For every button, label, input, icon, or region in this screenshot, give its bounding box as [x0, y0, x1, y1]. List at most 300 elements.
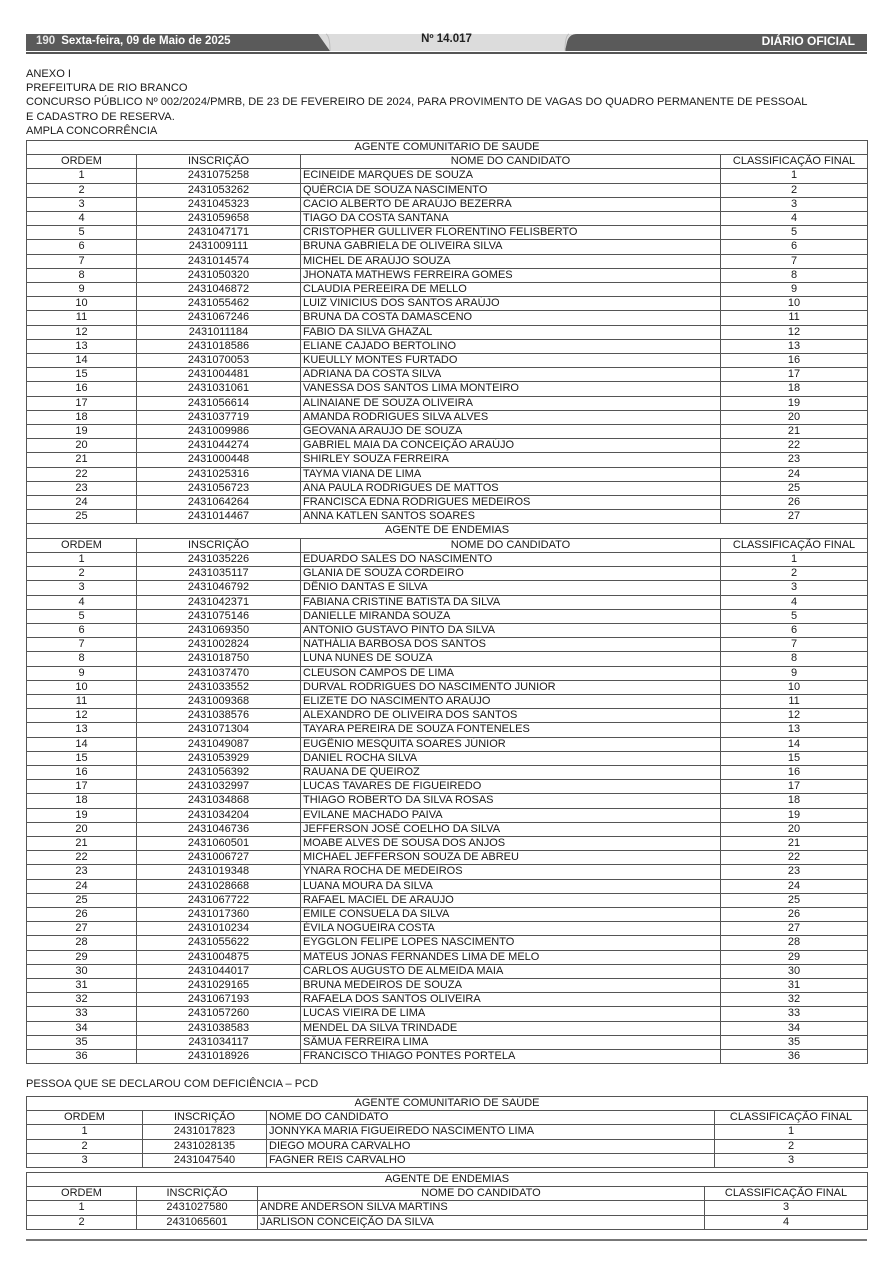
cell-inscricao: 2431065601 [137, 1215, 258, 1229]
table-row [27, 467, 868, 481]
table-row [27, 1007, 868, 1021]
cell-nome: LUANA MOURA DA SILVA [301, 879, 721, 893]
table-row [27, 865, 868, 879]
cell-ordem: 33 [27, 1007, 137, 1021]
cell-nome: DIEGO MOURA CARVALHO [267, 1139, 715, 1153]
header-ordem: ORDEM [27, 1111, 143, 1125]
date-text: Sexta-feira, 09 de Maio de 2025 [61, 35, 231, 47]
cell-ordem: 13 [27, 723, 137, 737]
cell-inscricao: 2431028668 [137, 879, 301, 893]
cell-ordem: 22 [27, 851, 137, 865]
column-header-row [27, 1111, 868, 1125]
cell-ordem: 17 [27, 780, 137, 794]
cell-classificacao: 25 [721, 893, 868, 907]
cell-inscricao: 2431009986 [137, 425, 301, 439]
cell-inscricao: 2431050320 [137, 268, 301, 282]
cell-classificacao: 5 [721, 226, 868, 240]
cell-inscricao: 2431070053 [137, 354, 301, 368]
cell-ordem: 26 [27, 907, 137, 921]
cell-inscricao: 2431034204 [137, 808, 301, 822]
cell-classificacao: 3 [705, 1201, 868, 1215]
cell-classificacao: 23 [721, 453, 868, 467]
cell-inscricao: 2431057260 [137, 1007, 301, 1021]
table-row [27, 197, 868, 211]
cell-classificacao: 30 [721, 964, 868, 978]
table-row [27, 936, 868, 950]
cell-nome: MENDEL DA SILVA TRINDADE [301, 1021, 721, 1035]
cell-classificacao: 4 [721, 212, 868, 226]
cell-classificacao: 31 [721, 978, 868, 992]
table-row [27, 453, 868, 467]
table-row [27, 510, 868, 524]
cell-classificacao: 9 [721, 283, 868, 297]
table-row [27, 226, 868, 240]
cell-ordem: 30 [27, 964, 137, 978]
cell-nome: TIAGO DA COSTA SANTANA [301, 212, 721, 226]
table-row [27, 396, 868, 410]
cell-ordem: 6 [27, 623, 137, 637]
cell-nome: ANDRE ANDERSON SILVA MARTINS [258, 1201, 705, 1215]
table-row [27, 311, 868, 325]
cell-nome: FRANCISCA EDNA RODRIGUES MEDEIROS [301, 496, 721, 510]
table-row [27, 609, 868, 623]
table-row [27, 410, 868, 424]
cell-nome: CRISTOPHER GULLIVER FLORENTINO FELISBERTO [301, 226, 721, 240]
cell-nome: JONNYKA MARIA FIGUEIREDO NASCIMENTO LIMA [267, 1125, 715, 1139]
table-row [27, 836, 868, 850]
table-row [27, 496, 868, 510]
cell-inscricao: 2431056392 [137, 765, 301, 779]
table-row [27, 268, 868, 282]
cell-inscricao: 2431028135 [143, 1139, 267, 1153]
cell-classificacao: 1 [715, 1125, 868, 1139]
cell-nome: KUEULLY MONTES FURTADO [301, 354, 721, 368]
cell-nome: EVILANE MACHADO PAIVA [301, 808, 721, 822]
cell-nome: ALINAIANE DE SOUZA OLIVEIRA [301, 396, 721, 410]
table-row [27, 183, 868, 197]
cell-inscricao: 2431045323 [137, 197, 301, 211]
pcd-endemias-table [26, 1172, 868, 1230]
table-row [27, 737, 868, 751]
cell-nome: ELIZETE DO NASCIMENTO ARAÚJO [301, 694, 721, 708]
table-row [27, 1201, 868, 1215]
cell-classificacao: 13 [721, 339, 868, 353]
header-rule [26, 52, 867, 54]
cell-nome: ADRIANA DA COSTA SILVA [301, 368, 721, 382]
table-row [27, 652, 868, 666]
table-row [27, 638, 868, 652]
table-row [27, 964, 868, 978]
cell-ordem: 18 [27, 794, 137, 808]
cell-nome: GABRIEL MAIA DA CONCEIÇÃO ARAÚJO [301, 439, 721, 453]
cell-inscricao: 2431002824 [137, 638, 301, 652]
cell-nome: RAFAELA DOS SANTOS OLIVEIRA [301, 993, 721, 1007]
table-row [27, 439, 868, 453]
table-row [27, 425, 868, 439]
cell-nome: JEFFERSON JOSÉ COELHO DA SILVA [301, 822, 721, 836]
cell-ordem: 24 [27, 879, 137, 893]
table-row [27, 212, 868, 226]
header-classificacao: CLASSIFICAÇÃO FINAL [721, 155, 868, 169]
cell-inscricao: 2431067193 [137, 993, 301, 1007]
cell-classificacao: 25 [721, 481, 868, 495]
cell-classificacao: 29 [721, 950, 868, 964]
intro-annex: ANEXO I [26, 68, 72, 80]
cell-inscricao: 2431009111 [137, 240, 301, 254]
table-row [27, 751, 868, 765]
cell-inscricao: 2431038576 [137, 709, 301, 723]
header-inscricao: INSCRIÇÃO [137, 1187, 258, 1201]
cell-inscricao: 2431053262 [137, 183, 301, 197]
header-inscricao: INSCRIÇÃO [137, 538, 301, 552]
section-title-row [27, 1173, 868, 1187]
header-nome: NOME DO CANDIDATO [301, 538, 721, 552]
cell-inscricao: 2431049087 [137, 737, 301, 751]
cell-classificacao: 4 [705, 1215, 868, 1229]
pcd-label: PESSOA QUE SE DECLAROU COM DEFICIÊNCIA – PCD [26, 1078, 319, 1090]
cell-nome: FABIANA CRISTINE BATISTA DA SILVA [301, 595, 721, 609]
cell-ordem: 17 [27, 396, 137, 410]
table-row [27, 1215, 868, 1229]
cell-ordem: 10 [27, 680, 137, 694]
cell-classificacao: 24 [721, 467, 868, 481]
cell-classificacao: 10 [721, 297, 868, 311]
cell-classificacao: 20 [721, 410, 868, 424]
cell-ordem: 6 [27, 240, 137, 254]
cell-inscricao: 2431047171 [137, 226, 301, 240]
cell-nome: FRANCISCO THIAGO PONTES PORTELA [301, 1050, 721, 1064]
table-row [27, 382, 868, 396]
cell-nome: DANIELLE MIRANDA SOUZA [301, 609, 721, 623]
cell-ordem: 31 [27, 978, 137, 992]
cell-ordem: 21 [27, 453, 137, 467]
pcd-saude-table [26, 1096, 868, 1168]
cell-nome: BRUNA GABRIELA DE OLIVEIRA SILVA [301, 240, 721, 254]
header-ordem: ORDEM [27, 155, 137, 169]
header-nome: NOME DO CANDIDATO [301, 155, 721, 169]
cell-ordem: 35 [27, 1035, 137, 1049]
cell-nome: CLAUDIA PEREEIRA DE MELLO [301, 283, 721, 297]
section-title-row [27, 1097, 868, 1111]
cell-inscricao: 2431009368 [137, 694, 301, 708]
cell-classificacao: 18 [721, 382, 868, 396]
cell-nome: GLANIA DE SOUZA CORDEIRO [301, 567, 721, 581]
cell-inscricao: 2431035117 [137, 567, 301, 581]
cell-ordem: 2 [27, 1215, 137, 1229]
cell-ordem: 32 [27, 993, 137, 1007]
table-row [27, 1050, 868, 1064]
cell-ordem: 27 [27, 922, 137, 936]
cell-inscricao: 2431037719 [137, 410, 301, 424]
cell-ordem: 14 [27, 354, 137, 368]
cell-inscricao: 2431004875 [137, 950, 301, 964]
cell-nome: CLEUSON CAMPOS DE LIMA [301, 666, 721, 680]
cell-ordem: 11 [27, 694, 137, 708]
cell-classificacao: 1 [721, 552, 868, 566]
cell-nome: LUCAS VIEIRA DE LIMA [301, 1007, 721, 1021]
cell-classificacao: 18 [721, 794, 868, 808]
cell-classificacao: 8 [721, 652, 868, 666]
cell-classificacao: 21 [721, 836, 868, 850]
cell-ordem: 11 [27, 311, 137, 325]
cell-classificacao: 7 [721, 254, 868, 268]
column-header-row [27, 1187, 868, 1201]
cell-nome: ANA PAULA RODRIGUES DE MATTOS [301, 481, 721, 495]
cell-inscricao: 2431060501 [137, 836, 301, 850]
header-nome: NOME DO CANDIDATO [258, 1187, 705, 1201]
cell-nome: DURVAL RODRIGUES DO NASCIMENTO JUNIOR [301, 680, 721, 694]
cell-ordem: 2 [27, 567, 137, 581]
cell-ordem: 14 [27, 737, 137, 751]
cell-classificacao: 16 [721, 354, 868, 368]
cell-classificacao: 28 [721, 936, 868, 950]
cell-nome: DÊNIO DANTAS E SILVA [301, 581, 721, 595]
cell-inscricao: 2431064264 [137, 496, 301, 510]
cell-classificacao: 26 [721, 907, 868, 921]
cell-nome: AMANDA RODRIGUES SILVA ALVES [301, 410, 721, 424]
header-ordem: ORDEM [27, 538, 137, 552]
cell-inscricao: 2431032997 [137, 780, 301, 794]
publication-name: DIÁRIO OFICIAL [761, 34, 855, 48]
cell-classificacao: 9 [721, 666, 868, 680]
cell-classificacao: 36 [721, 1050, 868, 1064]
cell-ordem: 9 [27, 283, 137, 297]
table-row [27, 694, 868, 708]
header-classificacao: CLASSIFICAÇÃO FINAL [715, 1111, 868, 1125]
cell-nome: ELIANE CAJADO BERTOLINO [301, 339, 721, 353]
table-row [27, 950, 868, 964]
cell-classificacao: 6 [721, 623, 868, 637]
cell-classificacao: 3 [715, 1153, 868, 1167]
column-header-row [27, 155, 868, 169]
cell-classificacao: 5 [721, 609, 868, 623]
cell-ordem: 25 [27, 893, 137, 907]
cell-classificacao: 2 [721, 183, 868, 197]
cell-nome: TAYMA VIANA DE LIMA [301, 467, 721, 481]
cell-inscricao: 2431018750 [137, 652, 301, 666]
table-row [27, 297, 868, 311]
cell-inscricao: 2431069350 [137, 623, 301, 637]
table-row [27, 907, 868, 921]
cell-inscricao: 2431018586 [137, 339, 301, 353]
table-row [27, 169, 868, 183]
cell-classificacao: 2 [721, 567, 868, 581]
cell-ordem: 24 [27, 496, 137, 510]
cell-classificacao: 4 [721, 595, 868, 609]
table-row [27, 893, 868, 907]
column-header-row [27, 538, 868, 552]
cell-nome: ÉVILA NOGUEIRA COSTA [301, 922, 721, 936]
cell-nome: EMILE CONSUELA DA SILVA [301, 907, 721, 921]
cell-ordem: 36 [27, 1050, 137, 1064]
pcd-endemias-title: AGENTE DE ENDEMIAS [27, 1173, 868, 1187]
cell-ordem: 34 [27, 1021, 137, 1035]
cell-nome: JHONATA MATHEWS FERREIRA GOMES [301, 268, 721, 282]
cell-ordem: 16 [27, 382, 137, 396]
cell-ordem: 1 [27, 1125, 143, 1139]
cell-inscricao: 2431027580 [137, 1201, 258, 1215]
cell-inscricao: 2431018926 [137, 1050, 301, 1064]
cell-inscricao: 2431017823 [143, 1125, 267, 1139]
cell-ordem: 28 [27, 936, 137, 950]
cell-inscricao: 2431017360 [137, 907, 301, 921]
cell-inscricao: 2431006727 [137, 851, 301, 865]
table-row [27, 1035, 868, 1049]
cell-inscricao: 2431046736 [137, 822, 301, 836]
cell-nome: SHIRLEY SOUZA FERREIRA [301, 453, 721, 467]
cell-inscricao: 2431035226 [137, 552, 301, 566]
cell-nome: THIAGO ROBERTO DA SILVA ROSAS [301, 794, 721, 808]
cell-classificacao: 3 [721, 581, 868, 595]
table-row [27, 339, 868, 353]
cell-ordem: 7 [27, 638, 137, 652]
cell-nome: JARLISON CONCEIÇÃO DA SILVA [258, 1215, 705, 1229]
cell-nome: CARLOS AUGUSTO DE ALMEIDA MAIA [301, 964, 721, 978]
cell-nome: ALEXANDRO DE OLIVEIRA DOS SANTOS [301, 709, 721, 723]
cell-classificacao: 15 [721, 751, 868, 765]
cell-ordem: 16 [27, 765, 137, 779]
cell-classificacao: 16 [721, 765, 868, 779]
cell-nome: ANTONIO GUSTAVO PINTO DA SILVA [301, 623, 721, 637]
cell-nome: NATHÁLIA BARBOSA DOS SANTOS [301, 638, 721, 652]
cell-inscricao: 2431042371 [137, 595, 301, 609]
table-row [27, 1125, 868, 1139]
intro-category: AMPLA CONCORRÊNCIA [26, 124, 158, 137]
cell-ordem: 1 [27, 552, 137, 566]
cell-nome: SÂMUA FERREIRA LIMA [301, 1035, 721, 1049]
cell-inscricao: 2431011184 [137, 325, 301, 339]
pcd-saude-title: AGENTE COMUNITARIO DE SAÚDE [27, 1097, 868, 1111]
cell-inscricao: 2431033552 [137, 680, 301, 694]
cell-inscricao: 2431014467 [137, 510, 301, 524]
cell-classificacao: 12 [721, 325, 868, 339]
table-row [27, 595, 868, 609]
cell-classificacao: 13 [721, 723, 868, 737]
cell-inscricao: 2431037470 [137, 666, 301, 680]
table-row [27, 623, 868, 637]
cell-nome: LUIZ VINICIUS DOS SANTOS ARAÚJO [301, 297, 721, 311]
ampla-endemias-title: AGENTE DE ENDEMIAS [27, 524, 868, 538]
cell-classificacao: 6 [721, 240, 868, 254]
cell-ordem: 3 [27, 1153, 143, 1167]
header-ordem: ORDEM [27, 1187, 137, 1201]
header-classificacao: CLASSIFICAÇÃO FINAL [721, 538, 868, 552]
cell-nome: MICHAEL JEFFERSON SOUZA DE ABREU [301, 851, 721, 865]
cell-inscricao: 2431004481 [137, 368, 301, 382]
footer-rule [26, 1239, 867, 1241]
cell-inscricao: 2431034868 [137, 794, 301, 808]
cell-nome: QUÉRCIA DE SOUZA NASCIMENTO [301, 183, 721, 197]
cell-ordem: 7 [27, 254, 137, 268]
cell-classificacao: 11 [721, 694, 868, 708]
table-row [27, 680, 868, 694]
cell-ordem: 3 [27, 581, 137, 595]
cell-classificacao: 27 [721, 922, 868, 936]
cell-nome: RAUANA DE QUEIROZ [301, 765, 721, 779]
cell-classificacao: 12 [721, 709, 868, 723]
cell-classificacao: 26 [721, 496, 868, 510]
cell-ordem: 15 [27, 368, 137, 382]
intro-contest-cont: E CADASTRO DE RESERVA. [26, 110, 175, 123]
cell-inscricao: 2431056723 [137, 481, 301, 495]
cell-ordem: 29 [27, 950, 137, 964]
cell-nome: LUCAS TAVARES DE FIGUEIREDO [301, 780, 721, 794]
cell-classificacao: 24 [721, 879, 868, 893]
header-classificacao: CLASSIFICAÇÃO FINAL [705, 1187, 868, 1201]
table-row [27, 368, 868, 382]
table-row [27, 354, 868, 368]
cell-ordem: 1 [27, 169, 137, 183]
table-row [27, 822, 868, 836]
cell-nome: FAGNER REIS CARVALHO [267, 1153, 715, 1167]
cell-nome: MICHEL DE ARAÚJO SOUZA [301, 254, 721, 268]
cell-inscricao: 2431055622 [137, 936, 301, 950]
cell-ordem: 5 [27, 609, 137, 623]
cell-ordem: 3 [27, 197, 137, 211]
table-row [27, 993, 868, 1007]
cell-classificacao: 33 [721, 1007, 868, 1021]
cell-inscricao: 2431046792 [137, 581, 301, 595]
cell-nome: MOABE ALVES DE SOUSA DOS ANJOS [301, 836, 721, 850]
cell-ordem: 20 [27, 822, 137, 836]
cell-ordem: 1 [27, 1201, 137, 1215]
ampla-results-table [26, 140, 868, 1064]
cell-inscricao: 2431075258 [137, 169, 301, 183]
cell-classificacao: 19 [721, 808, 868, 822]
cell-ordem: 4 [27, 595, 137, 609]
cell-nome: EUGÊNIO MESQUITA SOARES JÚNIOR [301, 737, 721, 751]
table-row [27, 765, 868, 779]
cell-classificacao: 10 [721, 680, 868, 694]
cell-inscricao: 2431055462 [137, 297, 301, 311]
cell-inscricao: 2431031061 [137, 382, 301, 396]
table-row [27, 851, 868, 865]
cell-nome: GEOVANA ARAUJO DE SOUZA [301, 425, 721, 439]
intro-org: PREFEITURA DE RIO BRANCO [26, 82, 188, 95]
cell-classificacao: 22 [721, 851, 868, 865]
table-row [27, 567, 868, 581]
table-row [27, 283, 868, 297]
cell-classificacao: 19 [721, 396, 868, 410]
cell-inscricao: 2431067246 [137, 311, 301, 325]
cell-ordem: 25 [27, 510, 137, 524]
cell-ordem: 12 [27, 709, 137, 723]
header-nome: NOME DO CANDIDATO [267, 1111, 715, 1125]
cell-nome: EDUARDO SALES DO NASCIMENTO [301, 552, 721, 566]
cell-inscricao: 2431047540 [143, 1153, 267, 1167]
cell-ordem: 23 [27, 481, 137, 495]
cell-ordem: 8 [27, 652, 137, 666]
cell-inscricao: 2431071304 [137, 723, 301, 737]
cell-nome: ECINEIDE MARQUES DE SOUZA [301, 169, 721, 183]
page-number: 190 [36, 35, 56, 47]
cell-classificacao: 20 [721, 822, 868, 836]
cell-nome: RAFAEL MACIEL DE ARAUJO [301, 893, 721, 907]
section-title-row [27, 141, 868, 155]
cell-ordem: 15 [27, 751, 137, 765]
ampla-saude-title: AGENTE COMUNITARIO DE SAUDE [27, 141, 868, 155]
cell-nome: BRUNA DA COSTA DAMASCENO [301, 311, 721, 325]
cell-nome: ANNA KATLEN SANTOS SOARES [301, 510, 721, 524]
table-row [27, 1021, 868, 1035]
cell-nome: CACIO ALBERTO DE ARAÚJO BEZERRA [301, 197, 721, 211]
cell-inscricao: 2431059658 [137, 212, 301, 226]
table-row [27, 254, 868, 268]
cell-inscricao: 2431075146 [137, 609, 301, 623]
cell-classificacao: 8 [721, 268, 868, 282]
table-row [27, 723, 868, 737]
cell-classificacao: 14 [721, 737, 868, 751]
